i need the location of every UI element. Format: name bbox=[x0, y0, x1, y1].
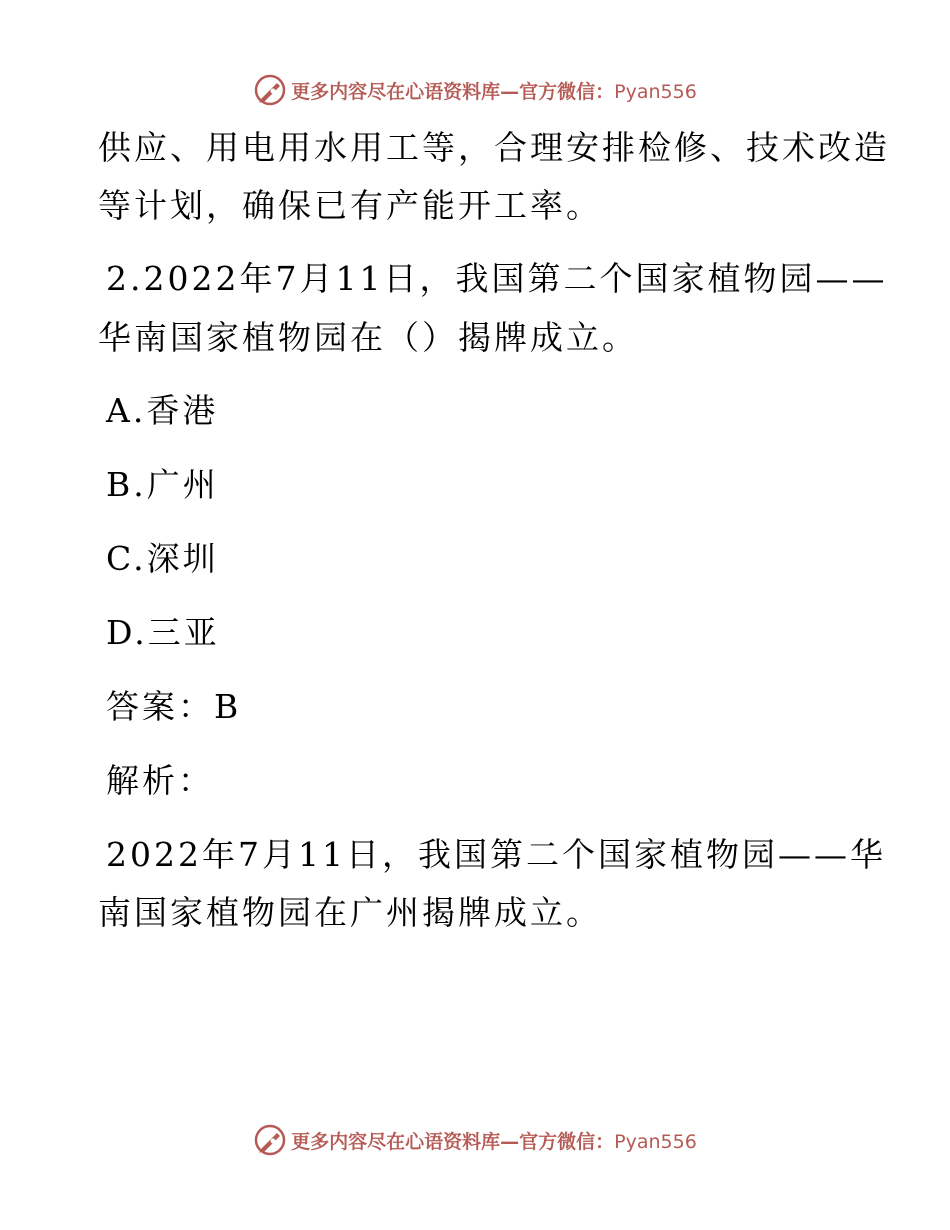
pen-logo-icon bbox=[253, 1123, 287, 1157]
pen-logo-icon bbox=[253, 73, 287, 107]
option-b: B.广州 bbox=[106, 465, 219, 504]
question-line: 华南国家植物园在（）揭牌成立。 bbox=[98, 318, 638, 357]
option-d: D.三亚 bbox=[106, 613, 220, 652]
paragraph-line: 等计划，确保已有产能开工率。 bbox=[98, 186, 602, 225]
header-watermark bbox=[0, 70, 950, 110]
option-a: A.香港 bbox=[106, 391, 219, 430]
paragraph-line: 供应、用电用水用工等，合理安排检修、技术改造 bbox=[98, 128, 890, 167]
watermark-text: 更多内容尽在心语资料库—官方微信：Pyan556 bbox=[291, 1130, 697, 1153]
question-line: 2.2022年7月11日，我国第二个国家植物园—— bbox=[106, 259, 888, 298]
analysis-label: 解析： bbox=[106, 761, 214, 800]
analysis-line: 南国家植物园在广州揭牌成立。 bbox=[98, 893, 602, 932]
answer-line: 答案：B bbox=[106, 687, 242, 726]
footer-watermark bbox=[0, 1120, 950, 1160]
option-c: C.深圳 bbox=[106, 539, 219, 578]
watermark-text: 更多内容尽在心语资料库—官方微信：Pyan556 bbox=[291, 80, 697, 103]
analysis-line: 2022年7月11日，我国第二个国家植物园——华 bbox=[106, 835, 886, 874]
